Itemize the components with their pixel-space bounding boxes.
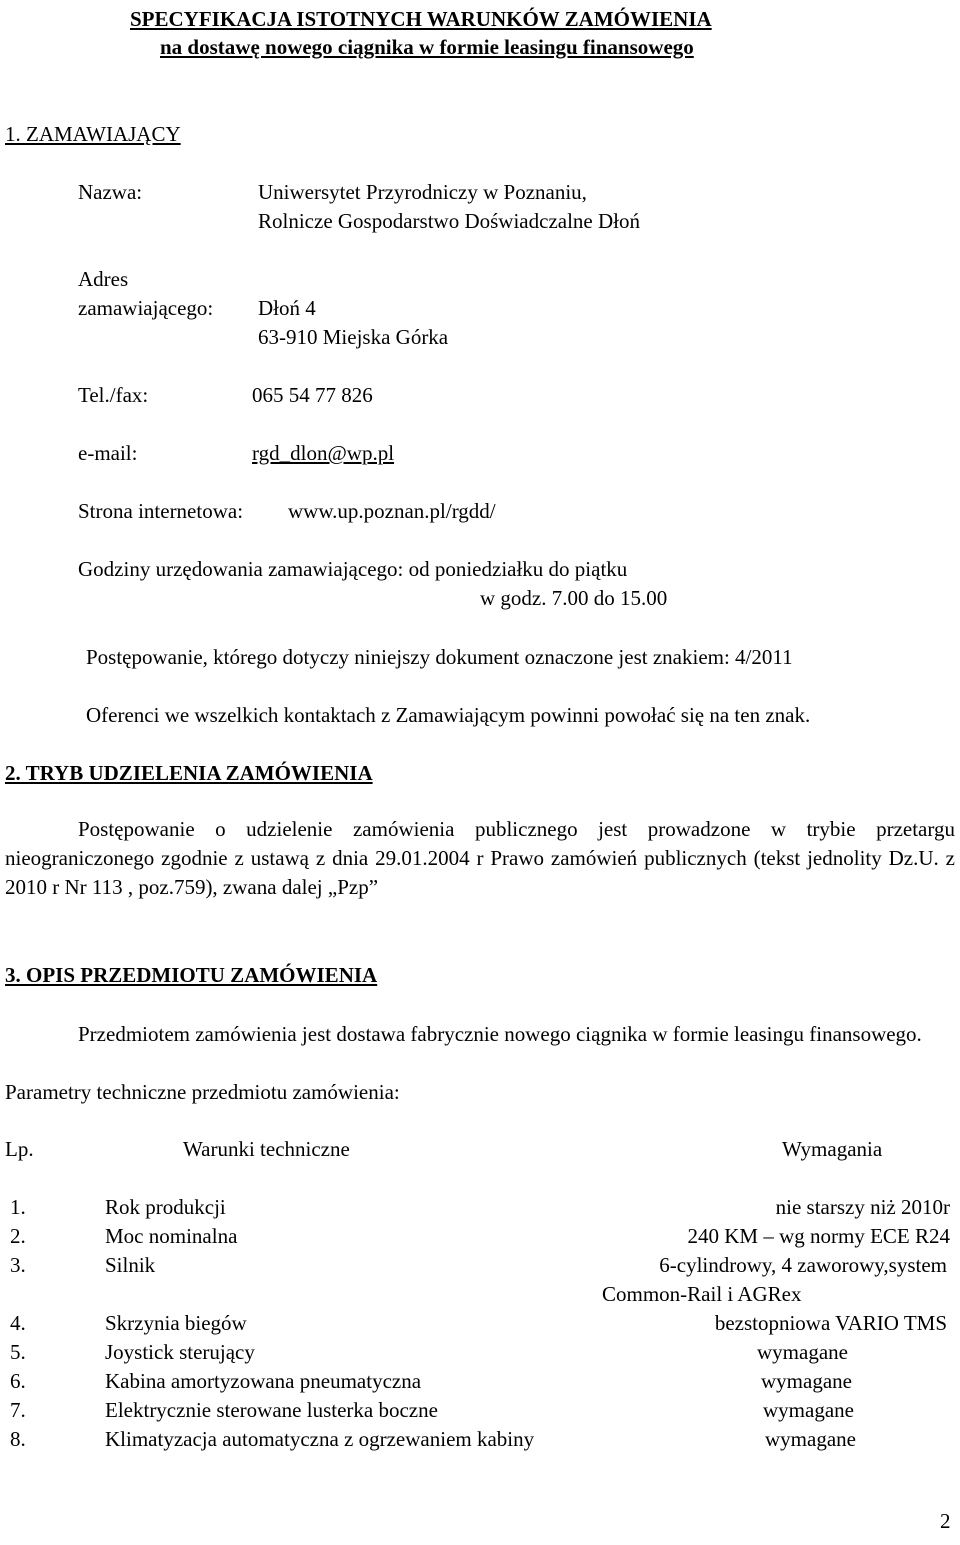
row-number: 4. [10,1311,26,1335]
document-title: SPECYFIKACJA ISTOTNYCH WARUNKÓW ZAMÓWIENIA [130,7,712,31]
row-number: 3. [10,1253,26,1277]
office-hours-line-1: Godziny urzędowania zamawiającego: od poniedziałku do piątku [78,557,628,581]
table-row [0,1397,960,1426]
row-condition: Klimatyzacja automatyczna z ogrzewaniem kabiny [105,1427,535,1451]
parameters-label: Parametry techniczne przedmiotu zamówienia: [5,1080,400,1104]
tel-label: Tel./fax: [78,383,149,407]
row-condition: Kabina amortyzowana pneumatyczna [105,1369,422,1393]
row-requirement-line-2: Common-Rail i AGRex [602,1282,802,1306]
address-line-2: 63-910 Miejska Górka [258,325,449,349]
row-requirement: nie starszy niż 2010r [775,1195,950,1219]
name-line-2: Rolnicze Gospodarstwo Doświadczalne Dłoń [258,209,640,233]
email-label: e-mail: [78,441,138,465]
email-link[interactable]: rgd_dlon@wp.pl [252,441,395,465]
office-hours-line-2: w godz. 7.00 do 15.00 [480,586,668,610]
row-number: 6. [10,1369,26,1393]
section-3-body: Przedmiotem zamówienia jest dostawa fabrycznie nowego ciągnika w formie leasingu finansowego. [78,1022,922,1046]
row-condition: Silnik [105,1253,156,1277]
table-header-requirements: Wymagania [782,1137,883,1161]
website-label: Strona internetowa: [78,499,244,523]
row-requirement: wymagane [763,1398,854,1422]
row-requirement: 6-cylindrowy, 4 zaworowy,system [659,1253,947,1277]
table-row [0,1194,960,1223]
row-number: 7. [10,1398,26,1422]
contact-text: Oferenci we wszelkich kontaktach z Zamawiającym powinni powołać się na ten znak. [86,703,811,727]
row-condition: Moc nominalna [105,1224,238,1248]
row-requirement: wymagane [757,1340,848,1364]
section-2-heading: 2. TRYB UDZIELENIA ZAMÓWIENIA [5,761,373,785]
address-label-1: Adres [78,267,129,291]
page-number: 2 [940,1509,951,1533]
row-requirement: 240 KM – wg normy ECE R24 [687,1224,950,1248]
table-row [0,1310,960,1339]
website-value: www.up.poznan.pl/rgdd/ [288,499,496,523]
address-line-1: Dłoń 4 [258,296,316,320]
name-label: Nazwa: [78,180,143,204]
reference-text: Postępowanie, którego dotyczy niniejszy dokument oznaczone jest znakiem: 4/2011 [86,645,793,669]
table-row [0,1223,960,1252]
row-condition: Rok produkcji [105,1195,226,1219]
row-condition: Elektrycznie sterowane lusterka boczne [105,1398,438,1422]
row-requirement: bezstopniowa VARIO TMS [714,1311,947,1335]
table-row-continuation [0,1281,960,1310]
row-condition: Skrzynia biegów [105,1311,247,1335]
name-line-1: Uniwersytet Przyrodniczy w Poznaniu, [258,180,587,204]
section-3-heading: 3. OPIS PRZEDMIOTU ZAMÓWIENIA [5,963,378,987]
row-number: 8. [10,1427,26,1451]
tel-value: 065 54 77 826 [252,383,373,407]
row-requirement: wymagane [761,1369,852,1393]
table-row [0,1252,960,1281]
row-number: 5. [10,1340,26,1364]
section-1-heading: 1. ZAMAWIAJĄCY [5,122,181,146]
table-row [0,1339,960,1368]
row-condition: Joystick sterujący [105,1340,255,1364]
row-number: 2. [10,1224,26,1248]
row-number: 1. [10,1195,26,1219]
section-2-body: Postępowanie o udzielenie zamówienia publicznego jest prowadzone w trybie przetargu nieograniczonego zgodnie z ustawą z dnia 29.01.2004 r Prawo zamówień publicznych (tekst jednolity Dz.U. z 2010 r Nr 113 , poz.759), zwana dalej „Pzp” [5,817,955,899]
table-row [0,1426,960,1455]
row-requirement: wymagane [765,1427,856,1451]
table-header-lp: Lp. [5,1137,34,1161]
address-label-2: zamawiającego: [78,296,214,320]
table-header-conditions: Warunki techniczne [183,1137,350,1161]
document-subtitle: na dostawę nowego ciągnika w formie leasingu finansowego [160,35,694,59]
table-row [0,1368,960,1397]
